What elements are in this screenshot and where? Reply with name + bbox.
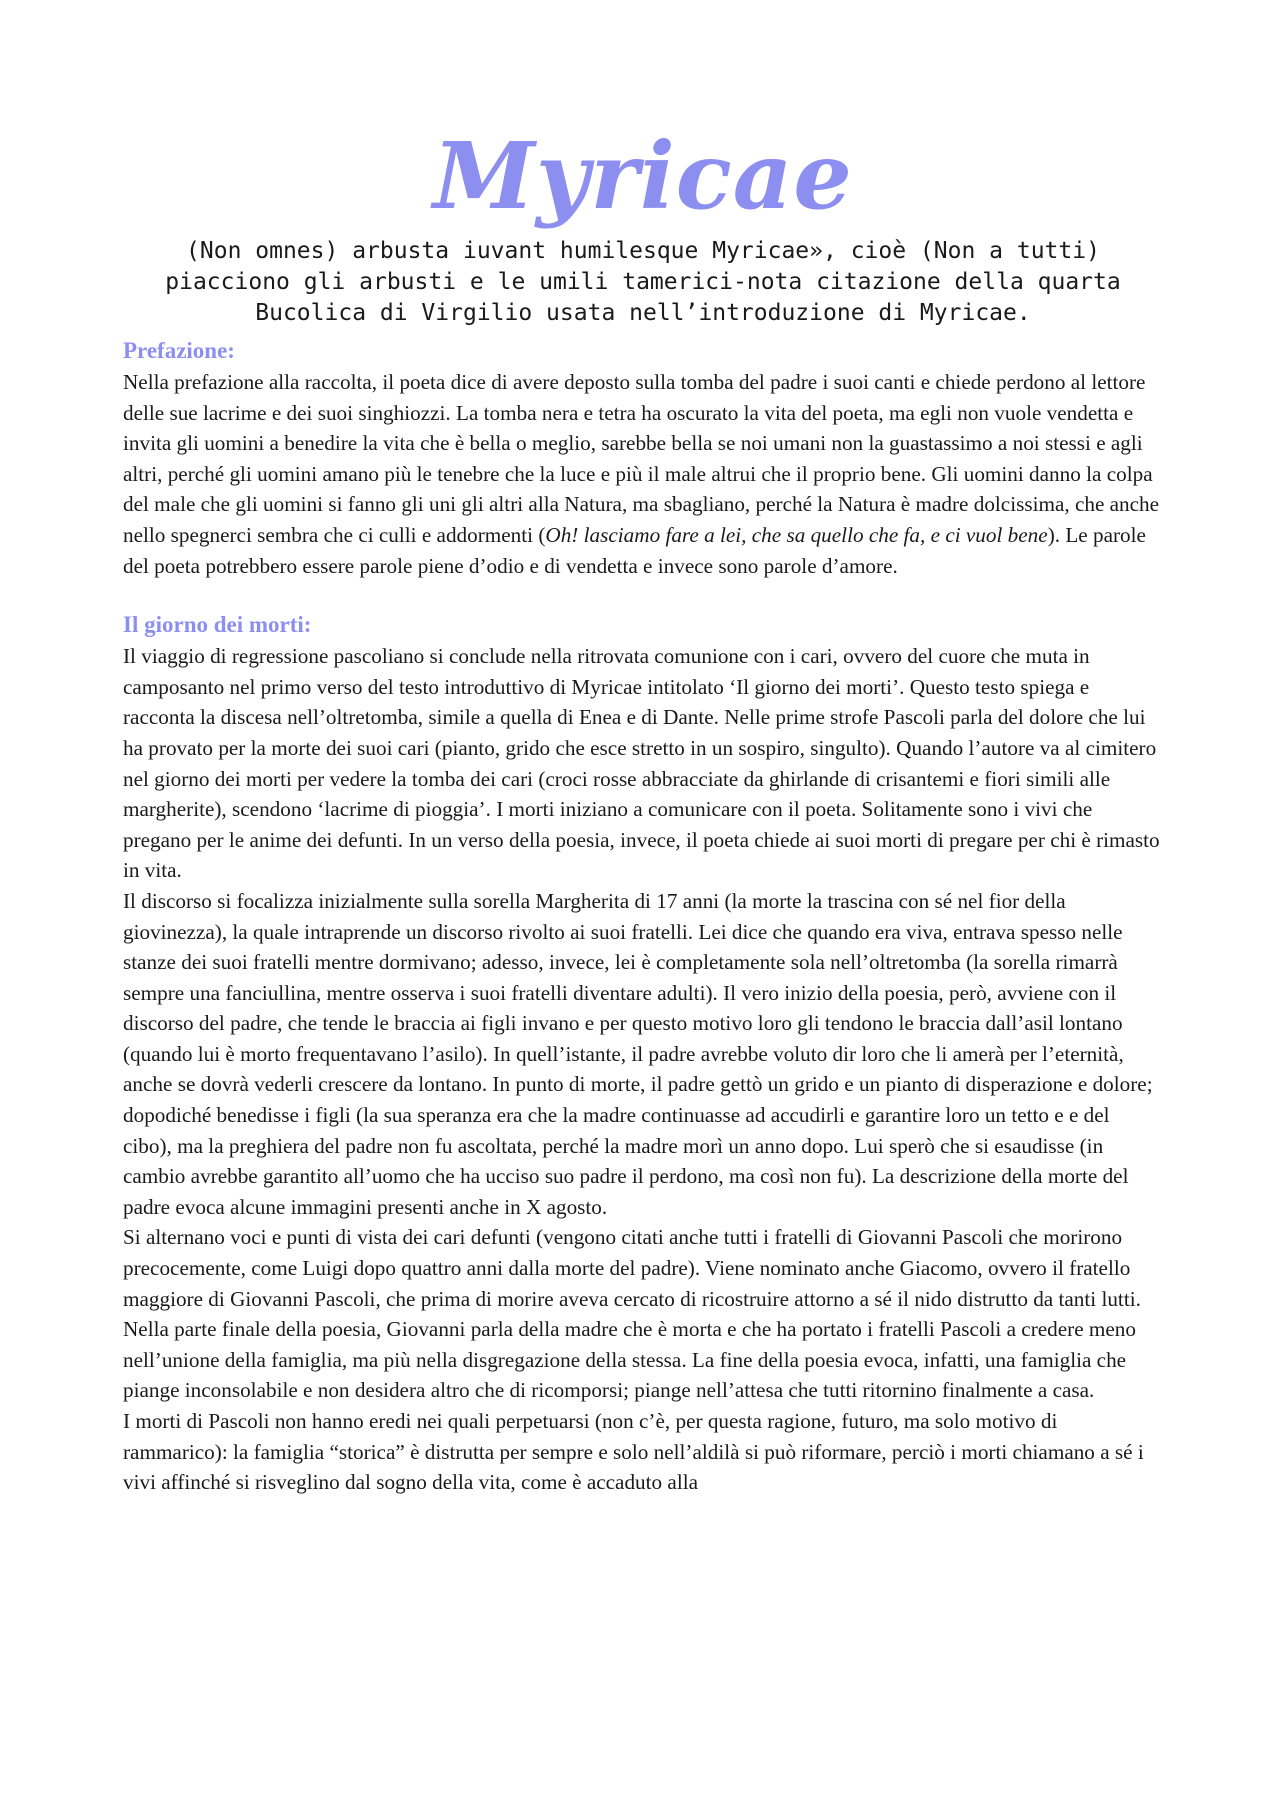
paragraph: Si alternano voci e punti di vista dei cari defunti (vengono citati anche tutti i fratelli di Giovanni Pascoli che morirono precocemente, come Luigi dopo quattro anni dalla morte del padre). Viene nominato anche Giacomo, ovvero il fratello maggiore di Giovanni Pascoli, che prima di morire aveva cercato di ricostruire attorno a sé il nido distrutto da tanti lutti. [123, 1225, 1141, 1311]
prefazione-text-before: Nella prefazione alla raccolta, il poeta dice di avere deposto sulla tomba del padre i suoi canti e chiede perdono al lettore delle sue lacrime e dei suoi singhiozzi. La tomba nera e tetra ha oscurato la vita del poeta, ma egli non vuole vendetta e invita gli uomini a benedire la vita che è bella o meglio, sarebbe bella se noi umani non la guastassimo a noi stessi e agli altri, perché gli uomini amano più le tenebre che la luce e più il male altrui che il proprio bene. Gli uomini danno la colpa del male che gli uomini si fanno gli uni gli altri alla Natura, ma sbagliano, perché la Natura è madre dolcissima, che anche nello spegnerci sembra che ci culli e addormenti ( [123, 370, 1160, 547]
paragraph: I morti di Pascoli non hanno eredi nei quali perpetuarsi (non c’è, per questa ragione, futuro, ma solo motivo di rammarico): la famiglia “storica” è distrutta per sempre e solo nell’aldilà si può riformare, perciò i morti chiamano a sé i vivi affinché si risveglino dal sogno della vita, come è accaduto alla [123, 1409, 1144, 1495]
prefazione-text-after: ). Le parole del poeta potrebbero essere parole piene d’odio e di vendetta e invece sono parole d’amore. [123, 522, 1146, 578]
paragraph: Il viaggio di regressione pascoliano si conclude nella ritrovata comunione con i cari, ovvero del cuore che muta in camposanto nel primo verso del testo introduttivo di Myricae intitolato ‘Il giorno dei morti’. Questo testo spiega e racconta la discesa nell’oltretomba, simile a quella di Enea e di Dante. Nelle prime strofe Pascoli parla del dolore che lui ha provato per la morte dei suoi cari (pianto, grido che esce stretto in un sospiro, singulto). Quando l’autore va al cimitero nel giorno dei morti per vedere la tomba dei cari (croci rosse abbracciate da ghirlande di crisantemi e fiori simili alle margherite), scendono ‘lacrime di pioggia’. I morti iniziano a comunicare con il poeta. Solitamente sono i vivi che pregano per le anime dei defunti. In un verso della poesia, invece, il poeta chiede ai suoi morti di pregare per chi è rimasto in vita. [123, 644, 1160, 883]
prefazione-paragraph [123, 367, 1163, 581]
prefazione-quote: Oh! lasciamo fare a lei, che sa quello che fa, e ci vuol bene [545, 522, 1048, 547]
epigraph: (Non omnes) arbusta iuvant humilesque Myricae», cioè (Non a tutti) piacciono gli arbusti e le umili tamerici-nota citazione della quarta Bucolica di Virgilio usata nell’introduzione di Myricae. [165, 238, 1121, 326]
document-page [123, 110, 1163, 1498]
section-spacer [123, 581, 1163, 609]
document-title: Myricae [433, 122, 853, 230]
paragraph: Il discorso si focalizza inizialmente sulla sorella Margherita di 17 anni (la morte la trascina con sé nel fior della giovinezza), la quale intraprende un discorso rivolto ai suoi fratelli. Lei dice che quando era viva, entrava spesso nelle stanze dei suoi fratelli mentre dormivano; adesso, invece, lei è completamente sola nell’oltretomba (la sorella rimarrà sempre una fanciullina, mentre osserva i suoi fratelli diventare adulti). Il vero inizio della poesia, però, avviene con il discorso del padre, che tende le braccia ai figli invano e per questo motivo loro gli tendono le braccia dall’asil lontano (quando lui è morto frequentavano l’asilo). In quell’istante, il padre avrebbe voluto dir loro che li amerà per l’eternità, anche se dovrà vederli crescere da lontano. In punto di morte, il padre gettò un grido e un pianto di disperazione e dolore; dopodiché benedisse i figli (la sua speranza era che la madre continuasse ad accudirli e garantire loro un tetto e e del cibo), ma la preghiera del padre non fu ascoltata, perché la madre morì un anno dopo. Lui sperò che si esaudisse (in cambio avrebbe garantito all’uomo che ha ucciso suo padre il perdono, ma così non fu). La descrizione della morte del padre evoca alcune immagini presenti anche in X agosto. [123, 888, 1153, 1219]
section-heading-giorno-dei-morti: Il giorno dei morti: [123, 612, 312, 638]
section-heading-prefazione: Prefazione: [123, 338, 235, 363]
paragraph: Nella parte finale della poesia, Giovanni parla della madre che è morta e che ha portato i fratelli Pascoli a credere meno nell’unione della famiglia, ma più nella disgregazione della stessa. La fine della poesia evoca, infatti, una famiglia che piange inconsolabile e non desidera altro che di ricomporsi; piange nell’attesa che tutti ritornino finalmente a casa. [123, 1317, 1136, 1403]
